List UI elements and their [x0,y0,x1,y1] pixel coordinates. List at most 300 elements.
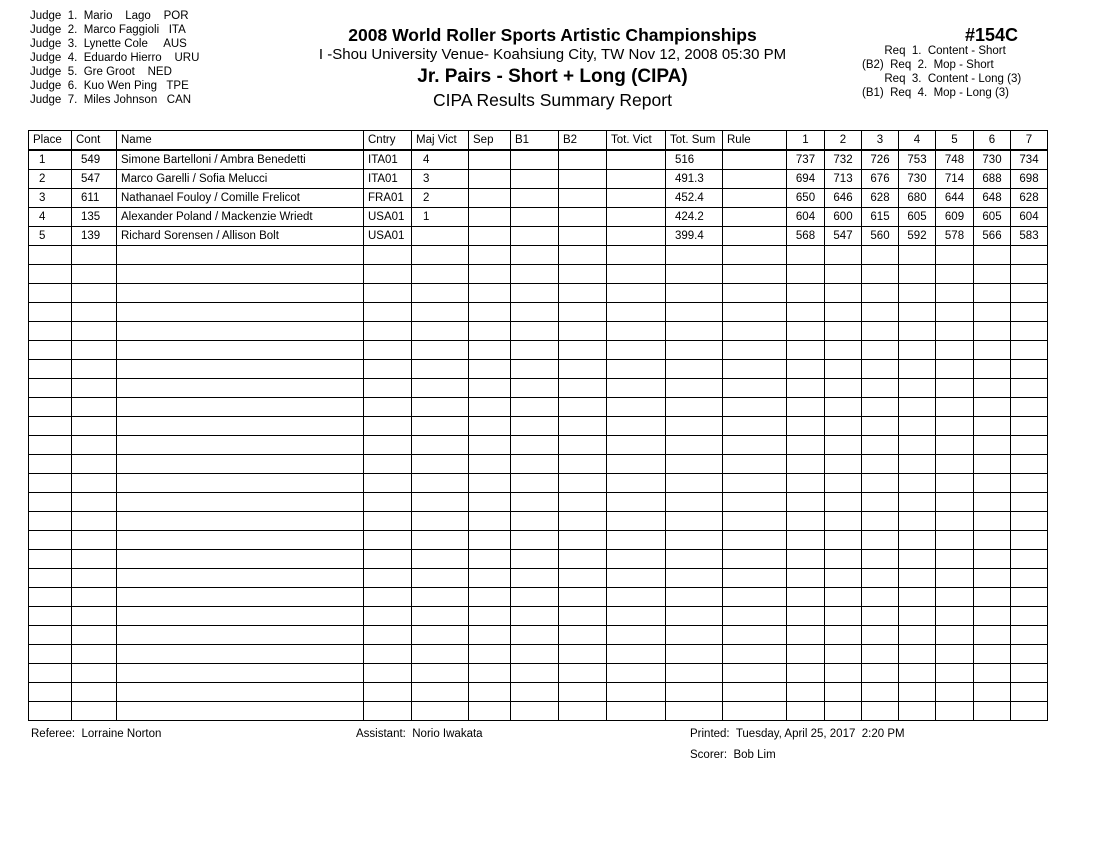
cell-cont [72,626,117,645]
cell-judge-3-score [862,645,899,664]
cell-judge-4-score [899,398,936,417]
cell-judge-5-score [936,303,974,322]
cell-b2 [559,702,607,721]
cell-tot-sum [666,379,723,398]
cell-cont [72,569,117,588]
cell-judge-5-score [936,664,974,683]
col-b2: B2 [559,131,607,151]
cell-judge-2-score [825,607,862,626]
cell-judge-5-score [936,360,974,379]
table-row [29,189,1048,208]
cell-cntry: ITA01 [364,150,412,170]
cell-cntry [364,265,412,284]
cell-judge-7-score [1011,284,1048,303]
cell-tot-sum [666,417,723,436]
cell-cont [72,455,117,474]
cell-tot-sum [666,607,723,626]
cell-tot-vict [607,265,666,284]
cell-judge-3-score [862,626,899,645]
cell-rule [723,208,787,227]
cell-tot-vict [607,569,666,588]
cell-name [117,569,364,588]
cell-tot-sum: 491.3 [666,170,723,189]
cell-judge-2-score: 646 [825,189,862,208]
cell-rule [723,474,787,493]
scorer-label: Scorer: Bob Lim [690,749,776,761]
table-row [29,284,1048,303]
cell-maj-vict [412,246,469,265]
cell-judge-6-score: 605 [974,208,1011,227]
cell-judge-1-score [787,284,825,303]
cell-judge-5-score [936,607,974,626]
cell-judge-7-score [1011,246,1048,265]
cell-sep [469,246,511,265]
cell-judge-7-score [1011,607,1048,626]
cell-judge-2-score [825,683,862,702]
cell-rule [723,227,787,246]
cell-cont [72,645,117,664]
cell-judge-1-score [787,493,825,512]
cell-judge-1-score [787,645,825,664]
cell-cntry [364,379,412,398]
cell-judge-5-score [936,322,974,341]
cell-judge-6-score [974,284,1011,303]
cell-judge-1-score [787,341,825,360]
cell-judge-7-score: 698 [1011,170,1048,189]
cell-maj-vict: 1 [412,208,469,227]
cell-cntry [364,569,412,588]
cell-sep [469,550,511,569]
cell-rule [723,322,787,341]
cell-sep [469,265,511,284]
cell-judge-4-score [899,645,936,664]
cell-cont [72,512,117,531]
cell-sep [469,360,511,379]
cell-tot-vict [607,607,666,626]
table-row [29,208,1048,227]
cell-cntry [364,246,412,265]
cell-b1 [511,588,559,607]
cell-sep [469,493,511,512]
cell-b1 [511,379,559,398]
cell-place [29,360,72,379]
cell-judge-5-score [936,531,974,550]
cell-name: Alexander Poland / Mackenzie Wriedt [117,208,364,227]
cell-cntry [364,702,412,721]
cell-tot-vict [607,246,666,265]
cell-judge-6-score [974,645,1011,664]
cell-cont [72,341,117,360]
cell-b2 [559,493,607,512]
judge-line-4: Judge 4. Eduardo Hierro URU [30,52,200,64]
cell-judge-1-score [787,436,825,455]
cell-name [117,265,364,284]
cell-judge-6-score: 648 [974,189,1011,208]
cell-sep [469,702,511,721]
cell-cont [72,284,117,303]
cell-maj-vict [412,265,469,284]
cell-judge-7-score [1011,436,1048,455]
cell-place: 2 [29,170,72,189]
printed-label: Printed: Tuesday, April 25, 2017 2:20 PM [690,728,905,740]
cell-judge-1-score: 568 [787,227,825,246]
cell-b2 [559,150,607,170]
cell-cntry: ITA01 [364,170,412,189]
cell-cntry: USA01 [364,227,412,246]
cell-cont [72,607,117,626]
cell-judge-1-score [787,474,825,493]
col-name: Name [117,131,364,151]
cell-tot-vict [607,227,666,246]
cell-cont [72,493,117,512]
cell-judge-6-score [974,360,1011,379]
cell-cont [72,246,117,265]
cell-cntry [364,588,412,607]
table-row [29,170,1048,189]
cell-b2 [559,170,607,189]
cell-judge-2-score: 713 [825,170,862,189]
cell-b2 [559,474,607,493]
cell-tot-vict [607,417,666,436]
table-row [29,265,1048,284]
cell-judge-1-score: 737 [787,150,825,170]
cell-judge-4-score [899,322,936,341]
cell-rule [723,683,787,702]
cell-judge-3-score [862,683,899,702]
cell-judge-3-score: 628 [862,189,899,208]
cell-judge-4-score [899,436,936,455]
cell-judge-7-score: 583 [1011,227,1048,246]
cell-name: Marco Garelli / Sofia Melucci [117,170,364,189]
cell-judge-5-score [936,493,974,512]
cell-tot-sum [666,284,723,303]
table-row [29,379,1048,398]
cell-cntry [364,455,412,474]
cell-tot-vict [607,588,666,607]
cell-tot-vict [607,493,666,512]
cell-judge-2-score [825,664,862,683]
cell-judge-3-score [862,607,899,626]
cell-cont [72,322,117,341]
cell-b2 [559,303,607,322]
cell-place: 1 [29,150,72,170]
cell-sep [469,398,511,417]
cell-maj-vict: 4 [412,150,469,170]
cell-tot-vict [607,512,666,531]
cell-cont [72,531,117,550]
col-sep: Sep [469,131,511,151]
cell-judge-6-score [974,702,1011,721]
cell-tot-sum [666,626,723,645]
cell-b2 [559,360,607,379]
cell-judge-5-score [936,284,974,303]
cell-judge-2-score [825,303,862,322]
col-judge-1: 1 [787,131,825,151]
cell-place [29,246,72,265]
cell-name: Simone Bartelloni / Ambra Benedetti [117,150,364,170]
cell-judge-2-score [825,246,862,265]
table-row [29,588,1048,607]
cell-judge-3-score [862,379,899,398]
cell-judge-1-score [787,626,825,645]
cell-place [29,645,72,664]
cell-b1 [511,550,559,569]
cell-cont [72,303,117,322]
cell-cntry [364,512,412,531]
cell-rule [723,379,787,398]
cell-name [117,531,364,550]
cell-judge-3-score: 726 [862,150,899,170]
cell-judge-2-score [825,550,862,569]
cell-cont: 547 [72,170,117,189]
cell-judge-2-score [825,265,862,284]
cell-sep [469,531,511,550]
cell-sep [469,645,511,664]
cell-tot-vict [607,455,666,474]
cell-judge-5-score: 748 [936,150,974,170]
cell-judge-6-score [974,417,1011,436]
cell-b1 [511,436,559,455]
cell-judge-1-score [787,588,825,607]
cell-judge-6-score [974,607,1011,626]
cell-name [117,246,364,265]
cell-judge-7-score [1011,493,1048,512]
cell-rule [723,436,787,455]
cell-judge-7-score [1011,398,1048,417]
cell-cntry [364,341,412,360]
judge-line-6: Judge 6. Kuo Wen Ping TPE [30,80,189,92]
cell-tot-sum [666,550,723,569]
cell-judge-6-score [974,246,1011,265]
cell-rule [723,512,787,531]
cell-place [29,588,72,607]
cell-b2 [559,246,607,265]
cell-b2 [559,645,607,664]
cell-tot-sum [666,322,723,341]
cell-judge-1-score [787,322,825,341]
cell-tot-sum: 424.2 [666,208,723,227]
cell-judge-6-score [974,493,1011,512]
table-row [29,341,1048,360]
cell-judge-6-score [974,455,1011,474]
cell-judge-1-score: 604 [787,208,825,227]
cell-sep [469,626,511,645]
cell-judge-5-score [936,569,974,588]
cell-judge-4-score [899,702,936,721]
report-title: CIPA Results Summary Report [433,90,672,110]
judge-line-5: Judge 5. Gre Groot NED [30,66,172,78]
cell-tot-sum [666,569,723,588]
cell-b2 [559,683,607,702]
cell-b2 [559,455,607,474]
cell-judge-1-score [787,303,825,322]
cell-tot-sum [666,588,723,607]
cell-name [117,455,364,474]
cell-rule [723,645,787,664]
cell-name [117,341,364,360]
cell-b1 [511,322,559,341]
cell-cont [72,588,117,607]
col-tot-vict: Tot. Vict [607,131,666,151]
cell-b1 [511,645,559,664]
cell-maj-vict [412,322,469,341]
judge-line-7: Judge 7. Miles Johnson CAN [30,94,192,106]
cell-b2 [559,664,607,683]
cell-name [117,303,364,322]
cell-judge-3-score [862,588,899,607]
cell-rule [723,284,787,303]
cell-sep [469,455,511,474]
cell-sep [469,417,511,436]
cell-judge-1-score [787,664,825,683]
cell-maj-vict [412,607,469,626]
cell-judge-3-score [862,531,899,550]
table-row [29,303,1048,322]
cell-place [29,569,72,588]
cell-cntry [364,664,412,683]
cell-place: 4 [29,208,72,227]
cell-cntry [364,683,412,702]
cell-tot-sum [666,531,723,550]
cell-judge-5-score [936,417,974,436]
cell-maj-vict [412,341,469,360]
cell-b1 [511,493,559,512]
cell-judge-7-score [1011,531,1048,550]
cell-judge-7-score [1011,588,1048,607]
requirement-line-1: Req 1. Content - Short [862,45,1006,57]
cell-tot-vict [607,436,666,455]
cell-name [117,512,364,531]
cell-judge-5-score [936,588,974,607]
cell-name: Nathanael Fouloy / Comille Frelicot [117,189,364,208]
cell-b2 [559,189,607,208]
cell-cntry [364,284,412,303]
cell-judge-4-score: 680 [899,189,936,208]
cell-judge-4-score: 753 [899,150,936,170]
cell-cont [72,398,117,417]
cell-maj-vict [412,531,469,550]
cell-maj-vict [412,284,469,303]
cell-cont [72,436,117,455]
cell-b1 [511,683,559,702]
cell-sep [469,436,511,455]
cell-judge-7-score [1011,265,1048,284]
cell-b1 [511,189,559,208]
cell-cont [72,417,117,436]
cell-tot-sum [666,265,723,284]
cell-judge-2-score [825,341,862,360]
table-row [29,493,1048,512]
cell-tot-sum [666,664,723,683]
cell-judge-6-score [974,569,1011,588]
cell-judge-6-score [974,474,1011,493]
cell-tot-vict [607,360,666,379]
cell-maj-vict [412,436,469,455]
cell-judge-4-score [899,303,936,322]
cell-tot-sum: 399.4 [666,227,723,246]
cell-maj-vict [412,474,469,493]
table-row [29,550,1048,569]
cell-name [117,683,364,702]
cell-place [29,493,72,512]
cell-judge-2-score: 732 [825,150,862,170]
cell-tot-vict [607,150,666,170]
cell-cntry [364,645,412,664]
cell-place [29,398,72,417]
cell-judge-7-score [1011,645,1048,664]
cell-rule [723,569,787,588]
cell-judge-2-score [825,702,862,721]
cell-judge-1-score [787,379,825,398]
table-row [29,474,1048,493]
table-row [29,436,1048,455]
cell-judge-2-score [825,398,862,417]
cell-place [29,512,72,531]
cell-b1 [511,417,559,436]
cell-judge-2-score: 600 [825,208,862,227]
event-number: #154C [965,25,1019,45]
cell-judge-1-score [787,455,825,474]
cell-b1 [511,246,559,265]
cell-maj-vict [412,360,469,379]
cell-rule [723,702,787,721]
cell-tot-vict [607,645,666,664]
cell-judge-7-score [1011,455,1048,474]
cell-judge-4-score [899,265,936,284]
cell-judge-6-score [974,531,1011,550]
cell-judge-7-score [1011,474,1048,493]
cell-sep [469,227,511,246]
cell-rule [723,265,787,284]
cell-judge-6-score [974,303,1011,322]
cell-b1 [511,531,559,550]
cell-maj-vict [412,455,469,474]
cell-judge-2-score [825,569,862,588]
cell-place [29,436,72,455]
cell-maj-vict [412,417,469,436]
cell-b2 [559,341,607,360]
cell-judge-2-score [825,512,862,531]
cell-judge-1-score: 650 [787,189,825,208]
cell-judge-7-score [1011,626,1048,645]
cell-rule [723,360,787,379]
cell-judge-2-score [825,626,862,645]
cell-judge-7-score [1011,360,1048,379]
cell-judge-4-score [899,626,936,645]
cell-b1 [511,398,559,417]
table-row [29,417,1048,436]
cell-judge-2-score [825,284,862,303]
cell-judge-5-score [936,512,974,531]
cell-name [117,702,364,721]
cell-b1 [511,569,559,588]
results-table [28,130,1048,721]
cell-tot-vict [607,626,666,645]
cell-place: 5 [29,227,72,246]
cell-judge-7-score [1011,303,1048,322]
cell-judge-4-score: 605 [899,208,936,227]
cell-tot-sum [666,303,723,322]
cell-cntry [364,398,412,417]
cell-tot-sum [666,493,723,512]
cell-judge-4-score [899,360,936,379]
cell-judge-7-score [1011,379,1048,398]
cell-tot-vict [607,379,666,398]
cell-name [117,360,364,379]
cell-name [117,607,364,626]
cell-b2 [559,531,607,550]
cell-sep [469,664,511,683]
